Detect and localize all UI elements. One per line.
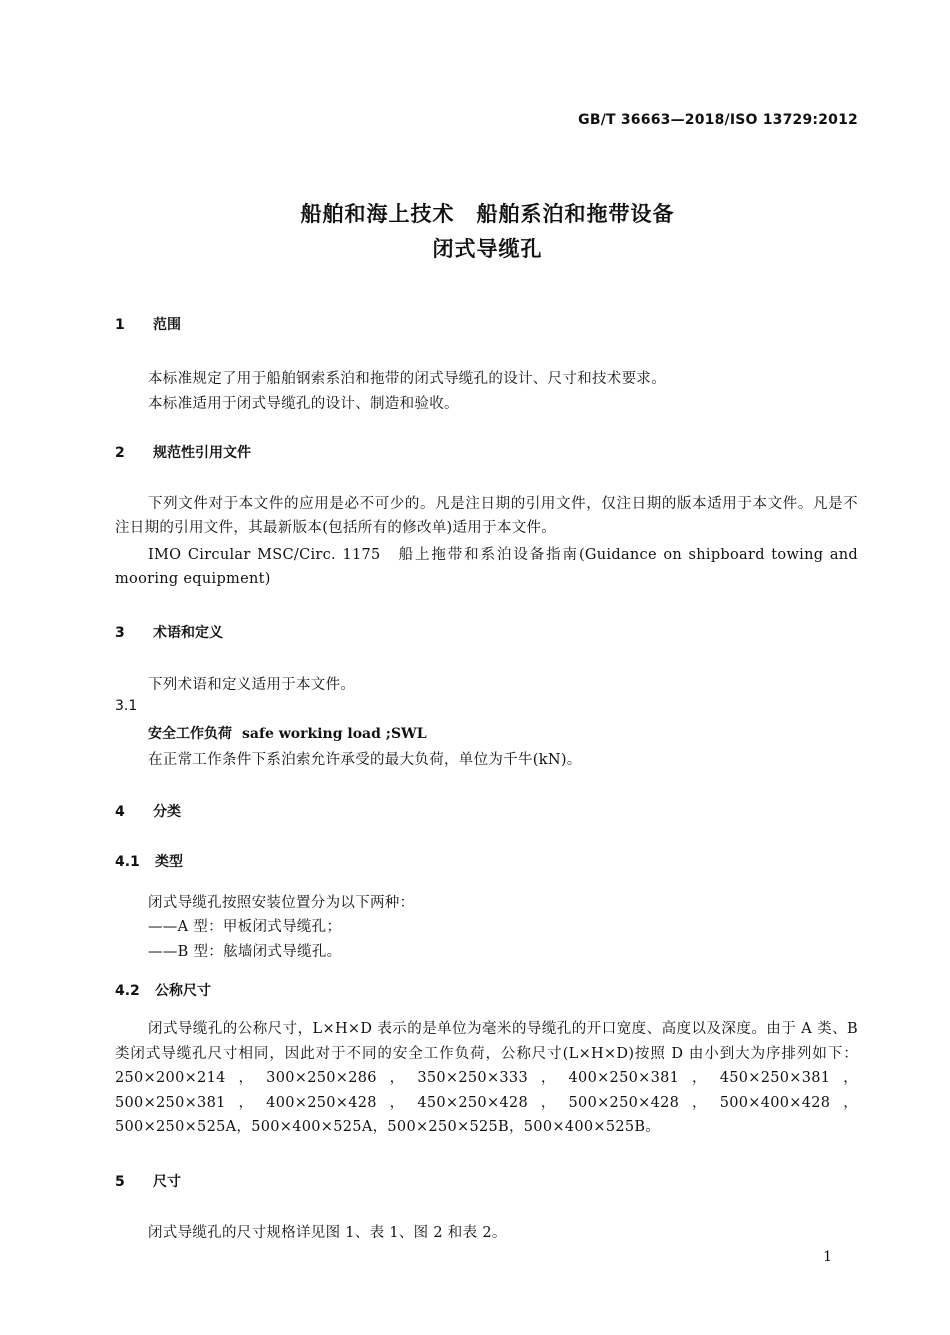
section-2-para-1 (115, 492, 858, 540)
section-title: 分类 (153, 804, 181, 820)
section-title: 类型 (155, 854, 183, 870)
section-1-heading (115, 314, 181, 334)
section-title: 范围 (153, 317, 181, 333)
document-title-line2: 闭式导缆孔 (432, 237, 543, 261)
para-text: 下列文件对于本文件的应用是必不可少的。凡是注日期的引用文件，仅注日期的版本适用于本文件。凡是不注日期的引用文件，其最新版本(包括所有的修改单)适用于本文件。 (115, 496, 858, 536)
section-1-para-2: 本标准适用于闭式导缆孔的设计、制造和验收。 (148, 396, 459, 412)
section-2-heading (115, 442, 251, 462)
section-number: 3 (115, 625, 125, 641)
section-title: 尺寸 (153, 1174, 181, 1190)
term-chinese: 安全工作负荷 (148, 726, 232, 742)
subsection-4-1-heading (115, 851, 183, 871)
section-3-para-1: 下列术语和定义适用于本文件。 (148, 677, 356, 693)
subsection-3-1-number: 3.1 (115, 698, 138, 714)
section-title: 术语和定义 (153, 625, 223, 641)
page-number: 1 (823, 1249, 832, 1265)
section-number: 1 (115, 317, 125, 333)
type-a-item: ——A 型：甲板闭式导缆孔； (148, 919, 342, 935)
document-title-line1: 船舶和海上技术 船舶系泊和拖带设备 (300, 202, 675, 226)
term-english: safe working load ;SWL (242, 726, 427, 742)
section-number: 2 (115, 445, 125, 461)
section-number: 4 (115, 804, 125, 820)
section-number: 4.1 (115, 854, 140, 870)
para-text: 闭式导缆孔的公称尺寸，L×H×D 表示的是单位为毫米的导缆孔的开口宽度、高度以及深度。由于 A 类、B 类闭式导缆孔尺寸相同，因此对于不同的安全工作负荷，公称尺寸(L×H×D)按照 D 由小到大为序排列如下：250×200×214，300×250×286，350×250×333，400×250×381，450×250×381，500×250×381，400×250×428，450×250×428，500×250×428，500×400×428，500×250×525A，500×400×525A，500×250×525B，500×400×525B。 (115, 1021, 858, 1135)
type-b-item: ——B 型：舷墙闭式导缆孔。 (148, 944, 342, 960)
standard-number: GB/T 36663—2018/ISO 13729:2012 (578, 112, 858, 128)
section-2-reference (115, 543, 858, 591)
reference-text: IMO Circular MSC/Circ. 1175 船上拖带和系泊设备指南(Guidance on shipboard towing and mooring equipment) (115, 547, 858, 587)
section-number: 4.2 (115, 983, 140, 999)
section-number: 5 (115, 1174, 125, 1190)
section-4-heading (115, 801, 181, 821)
subsection-4-1-para: 闭式导缆孔按照安装位置分为以下两种： (148, 895, 415, 911)
section-3-heading (115, 622, 223, 642)
term-entry (148, 723, 427, 743)
section-5-heading (115, 1171, 181, 1191)
term-definition: 在正常工作条件下系泊索允许承受的最大负荷，单位为千牛(kN)。 (148, 752, 582, 768)
section-1-para-1: 本标准规定了用于船舶钢索系泊和拖带的闭式导缆孔的设计、尺寸和技术要求。 (148, 371, 666, 387)
subsection-4-2-para (115, 1017, 858, 1140)
section-5-para-1: 闭式导缆孔的尺寸规格详见图 1、表 1、图 2 和表 2。 (148, 1225, 507, 1241)
subsection-4-2-heading (115, 980, 211, 1000)
section-title: 规范性引用文件 (153, 445, 251, 461)
section-title: 公称尺寸 (155, 983, 211, 999)
